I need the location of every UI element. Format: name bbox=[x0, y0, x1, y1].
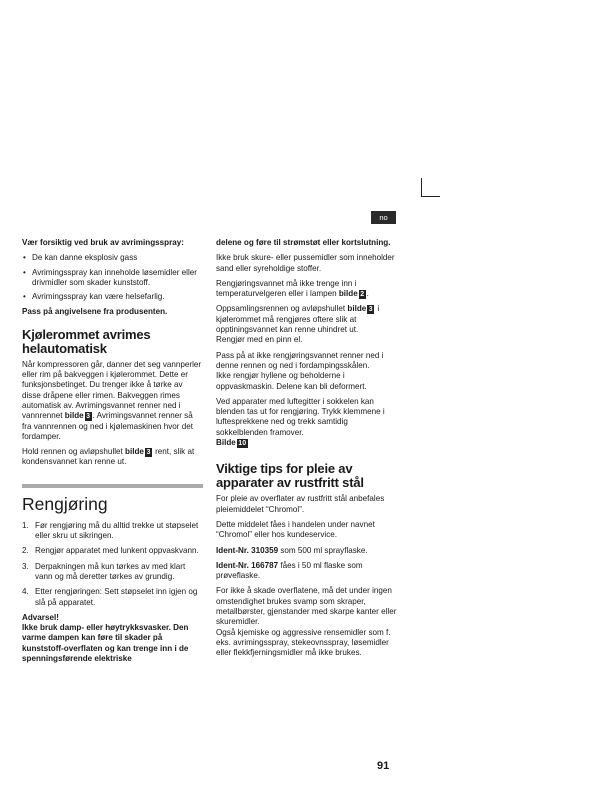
language-tab: no bbox=[371, 211, 396, 224]
cleaning-step: 4. Etter rengjøringen: Sett støpselet inn igjen og slå på apparatet. bbox=[22, 587, 198, 607]
figure-badge: 3 bbox=[146, 449, 151, 457]
caution-title: Vær forsiktig ved bruk av avrimingsspray: bbox=[22, 238, 184, 247]
steel-heading: Viktige tips for pleie av apparater av rustfritt stål bbox=[216, 461, 364, 491]
caution-bullet: • Avrimingsspray kan inneholde løsemidler eller drivmidler som skader kunststoff. bbox=[22, 268, 203, 289]
temperature-paragraph: Rengjøringsvannet må ikke trenge inn i temperaturvelgeren eller i lampen bilde 2 . bbox=[216, 278, 369, 299]
cleaning-step: 1. Før rengjøring må du alltid trekke ut støpselet eller skru ut sikringen. bbox=[22, 520, 199, 541]
manufacturer-note: Pass på angivelsene fra produsenten. bbox=[22, 307, 168, 317]
right-column bbox=[216, 238, 398, 664]
ident-paragraph: Ident-Nr. 166787 fåes i 50 ml flaske som prøveflaske. bbox=[216, 560, 363, 581]
page-number: 91 bbox=[377, 760, 390, 772]
caution-bullet: • De kan danne eksplosiv gass bbox=[22, 253, 203, 263]
figure-badge: 3 bbox=[86, 413, 91, 421]
left-column bbox=[22, 238, 203, 669]
steel-paragraph: For pleie av overflater av rustfritt stål anbefales pleiemiddelet “Chromol”. bbox=[216, 494, 385, 514]
figure-badge: 10 bbox=[238, 440, 247, 448]
figure-badge: 2 bbox=[360, 291, 365, 299]
cleaning-step: 3. Derpakningen må kun tørkes av med klart vann og må deretter tørkes av grundig. bbox=[22, 561, 186, 581]
damage-paragraph: For ikke å skade overflatene, må det under ingen omstendighet brukes svamp som skraper, metallbørster, gjenstander med skarpe kanter eller skuremidler. Også kjemiske og aggressive rensemidler som f. eks. avrimingsspray, stekeovnsspray, løsemidler eller flekkfjerningsmidler må ikke brukes. bbox=[216, 586, 397, 658]
figure-badge: 3 bbox=[368, 306, 373, 314]
warning-text: Ikke bruk damp- eller høytrykksvasker. Den varme dampen kan føre til skader på kunststoff-overflaten og kan trenge inn i de spenningsførende elektriske bbox=[22, 623, 189, 664]
caution-bullet: • Avrimingsspray kan være helsefarlig. bbox=[22, 292, 203, 302]
crop-corner-mark bbox=[421, 178, 440, 197]
caution-list bbox=[22, 253, 203, 302]
drain-paragraph: Hold rennen og avløpshullet bilde 3 rent, slik at kondensvannet kan renne ut. bbox=[22, 447, 195, 467]
cleaning-heading: Rengjøring bbox=[22, 493, 108, 514]
section-divider bbox=[22, 484, 203, 488]
cleaning-step: 2. Rengjør apparatet med lunkent oppvaskvann. bbox=[22, 546, 199, 556]
warning-title: Advarsel! bbox=[22, 612, 59, 622]
shelves-paragraph: Pass på at ikke rengjøringsvannet renner ned i denne rennen og ned i fordampingsskålen. Ikke rengjør hyllene og beholderne i oppvaskmaskin. Delene kan bli deformert. bbox=[216, 350, 384, 391]
defrost-heading: Kjølerommet avrimes helautomatisk bbox=[22, 326, 151, 356]
abrasive-paragraph: Ikke bruk skure- eller pussemidler som inneholder sand eller syreholdige stoffer. bbox=[216, 253, 395, 273]
vent-paragraph: Ved apparater med luftegitter i sokkelen kan blenden tas ut for rengjøring. Trykk klemmene i luftesprekkene ned og trekk samtidig sokkelblenden framover. Bilde 10 bbox=[216, 396, 385, 448]
gutter-paragraph: Oppsamlingsrennen og avløpshullet bilde 3 i kjølerommet må rengjøres oftere slik at opptiningsvannet kan renne uhindret ut. Rengjør med en pinn el. bbox=[216, 304, 380, 345]
warning-continuation: delene og føre til strømstøt eller kortslutning. bbox=[216, 238, 391, 247]
steel-paragraph: Dette middelet fåes i handelen under navnet “Chromol” eller hos kundeservice. bbox=[216, 519, 375, 540]
cleaning-steps bbox=[22, 521, 203, 608]
ident-paragraph: Ident-Nr. 310359 som 500 ml sprayflaske. bbox=[216, 545, 368, 555]
defrost-paragraph: Når kompressoren går, danner det seg vannperler eller rim på bakveggen i kjølerommet. Dette er funksjonsbetinget. Du trenger ikke å tørke av disse dråpene eller rimen. Bakveggen rimes automatisk av. Avrimingsvannet renner ned i vannrennet bilde 3 . Avrimingsvannet renner så fra vannrennen og ned i kjølemaskinen hvor det fordamper. bbox=[22, 359, 202, 441]
